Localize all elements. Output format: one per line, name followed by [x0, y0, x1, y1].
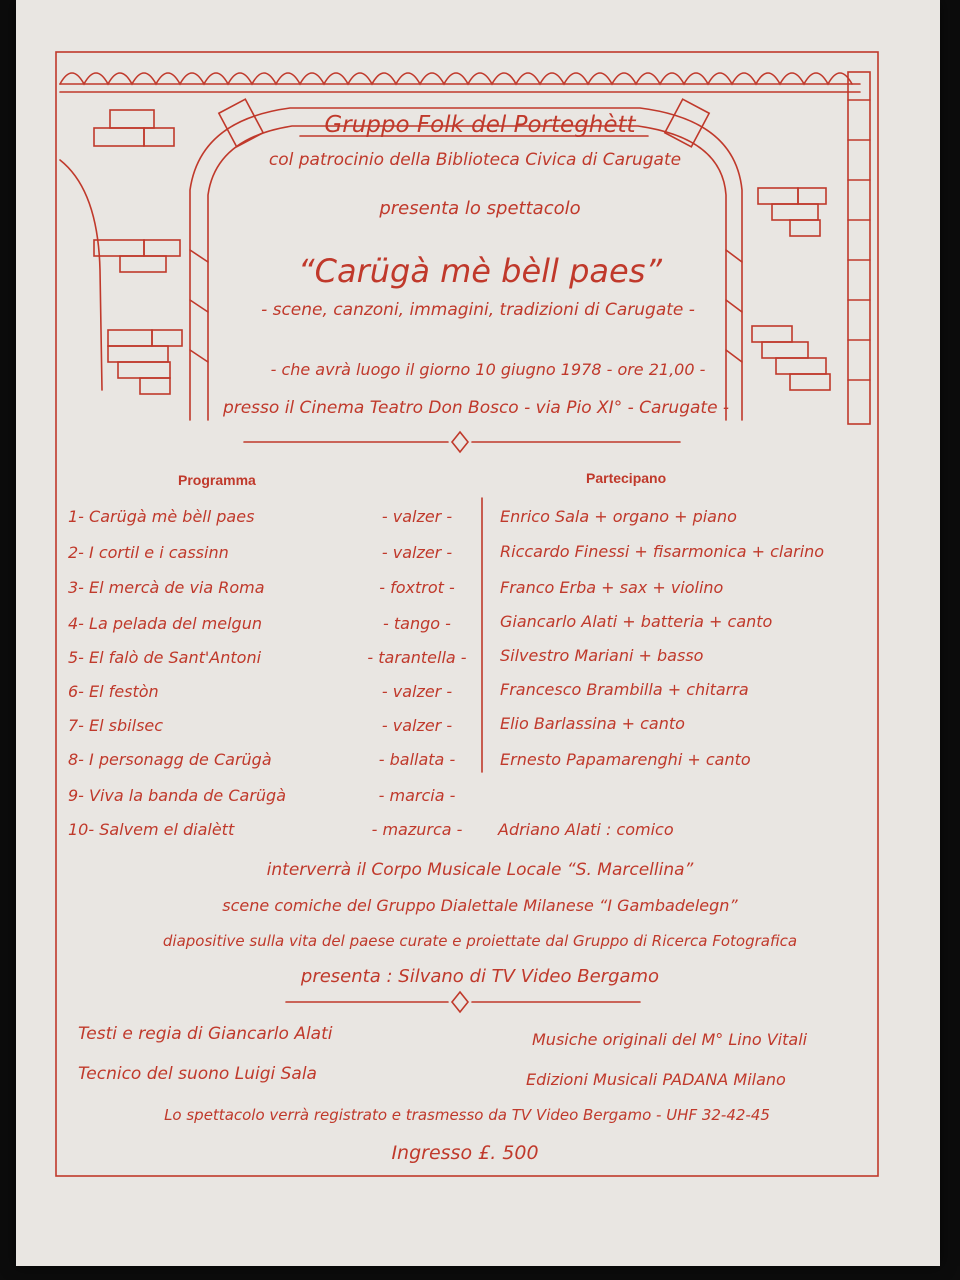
participant-7: Elio Barlassina + canto: [500, 714, 685, 733]
date-line: - che avrà luogo il giorno 10 giugno 1978 - ore 21,00 -: [270, 360, 706, 379]
credit-registrazione: Lo spettacolo verrà registrato e trasmesso da TV Video Bergamo - UHF 32-42-45: [164, 1106, 770, 1124]
program-item-8-title: 8- I personagg de Carügà: [68, 750, 272, 769]
program-item-10-genre: - mazurca -: [371, 820, 463, 839]
program-item-8-genre: - ballata -: [378, 750, 456, 769]
bricks-left: [94, 110, 182, 394]
credit-musiche: Musiche originali del M° Lino Vitali: [532, 1030, 808, 1049]
divider-diamond-top: [452, 432, 468, 452]
show-subtitle: - scene, canzoni, immagini, tradizioni di Carugate -: [261, 300, 695, 320]
venue-line: presso il Cinema Teatro Don Bosco - via Pio XI° - Carugate -: [222, 398, 730, 418]
comic-performer: Adriano Alati : comico: [498, 820, 674, 839]
extras-line-2: scene comiche del Gruppo Dialettale Milanese “I Gambadelegn”: [222, 896, 738, 915]
participant-8: Ernesto Papamarenghi + canto: [500, 750, 751, 769]
program-item-2-title: 2- I cortil e i cassinn: [68, 543, 229, 562]
program-item-7-genre: - valzer -: [381, 716, 453, 735]
program-item-6-genre: - valzer -: [381, 682, 453, 701]
program-item-5-genre: - tarantella -: [367, 648, 467, 667]
program-item-4-genre: - tango -: [383, 614, 451, 633]
credit-suono: Tecnico del suono Luigi Sala: [78, 1064, 317, 1084]
patronage-line: col patrocinio della Biblioteca Civica di Carugate: [268, 150, 682, 170]
program-item-1-title: 1- Carügà mè bèll paes: [68, 507, 255, 526]
participant-1: Enrico Sala + organo + piano: [500, 507, 737, 526]
extras-line-4: presenta : Silvano di TV Video Bergamo: [300, 966, 660, 987]
credit-edizioni: Edizioni Musicali PADANA Milano: [526, 1070, 786, 1089]
program-item-9-title: 9- Viva la banda de Carügà: [68, 786, 287, 805]
program-item-3-title: 3- El mercà de via Roma: [68, 578, 265, 597]
right-column: [848, 72, 870, 424]
roof-tiles: [60, 73, 852, 84]
program-item-10-title: 10- Salvem el dialètt: [68, 820, 235, 839]
program-item-9-genre: - marcia -: [378, 786, 456, 805]
program-item-7-title: 7- El sbilsec: [68, 716, 164, 735]
program-item-3-genre: - foxtrot -: [379, 578, 455, 597]
participant-5: Silvestro Mariani + basso: [500, 646, 704, 665]
participants-heading: Partecipano: [586, 470, 667, 486]
program-heading: Programma: [178, 472, 256, 488]
credit-regia: Testi e regia di Giancarlo Alati: [78, 1024, 333, 1044]
group-name: Gruppo Folk del Porteghètt: [324, 112, 636, 138]
presents-line: presenta lo spettacolo: [379, 198, 581, 219]
participant-2: Riccardo Finessi + fisarmonica + clarino: [500, 542, 825, 561]
extras-line-1: interverrà il Corpo Musicale Locale “S. Marcellina”: [266, 860, 694, 880]
divider-diamond-bottom: [452, 992, 468, 1012]
participant-4: Giancarlo Alati + batteria + canto: [500, 612, 773, 631]
participant-3: Franco Erba + sax + violino: [500, 578, 724, 597]
program-item-6-title: 6- El festòn: [68, 682, 159, 701]
program-item-5-title: 5- El falò de Sant'Antoni: [68, 648, 262, 667]
program-item-2-genre: - valzer -: [381, 543, 453, 562]
program-item-1-genre: - valzer -: [381, 507, 453, 526]
program-item-4-title: 4- La pelada del melgun: [68, 614, 262, 633]
bricks-right: [752, 188, 830, 390]
extras-line-3: diapositive sulla vita del paese curate e proiettate dal Gruppo di Ricerca Fotografica: [162, 932, 798, 950]
entry-price: Ingresso £. 500: [391, 1142, 539, 1164]
left-wall: [60, 160, 102, 390]
show-title: “Carügà mè bèll paes”: [298, 252, 662, 290]
participant-6: Francesco Brambilla + chitarra: [500, 680, 749, 699]
